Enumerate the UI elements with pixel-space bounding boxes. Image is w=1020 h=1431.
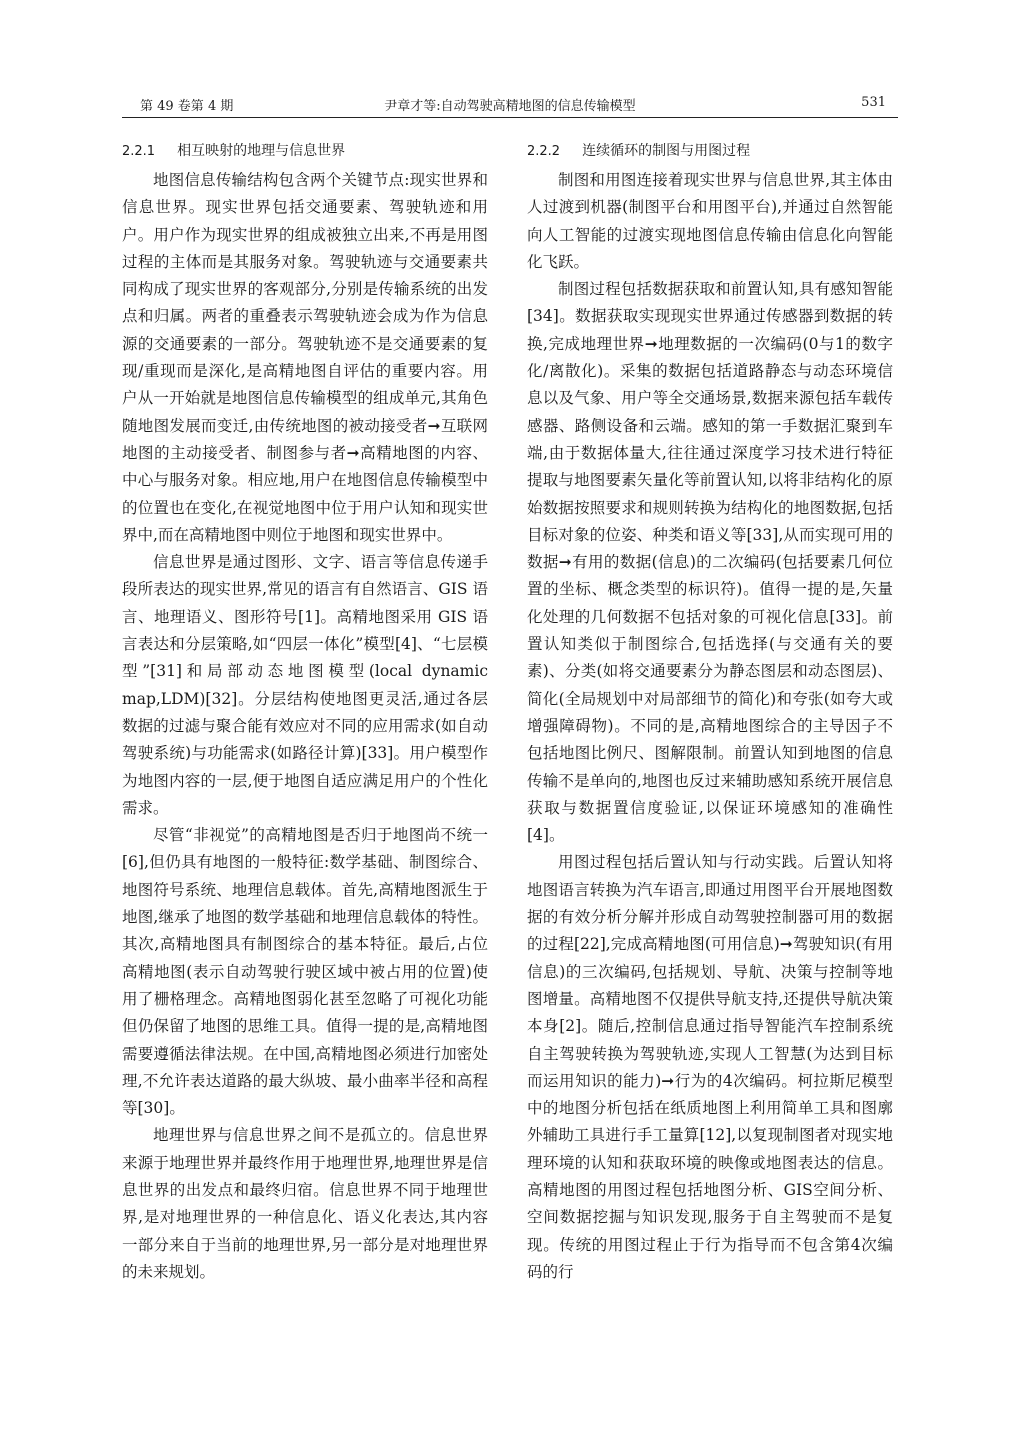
article-running-title: 尹章才等:自动驾驶高精地图的信息传输模型 xyxy=(384,99,636,114)
right-column xyxy=(527,140,893,1286)
section-number: 2.2.2 xyxy=(527,144,561,159)
section-heading-2-2-1 xyxy=(122,140,488,163)
paragraph: 尽管“非视觉”的高精地图是否归于地图尚不统一[6],但仍具有地图的一般特征:数学基础、制图综合、地图符号系统、地理信息载体。首先,高精地图派生于地图,继承了地图的数学基础和地理信息载体的特性。其次,高精地图具有制图综合的基本特征。最后,占位高精地图(表示自动驾驶行驶区域中被占用的位置)使用了栅格理念。高精地图弱化甚至忽略了可视化功能但仍保留了地图的思维工具。值得一提的是,高精地图需要遵循法律法规。在中国,高精地图必须进行加密处理,不允许表达道路的最大纵坡、最小曲率半径和高程等[30]。 xyxy=(122,826,488,1118)
paragraph: 地图信息传输结构包含两个关键节点:现实世界和信息世界。现实世界包括交通要素、驾驶轨迹和用户。用户作为现实世界的组成被独立出来,不再是用图过程的主体而是其服务对象。驾驶轨迹与交通要素共同构成了现实世界的客观部分,分别是传输系统的出发点和归属。两者的重叠表示驾驶轨迹会成为作为信息源的交通要素的一部分。驾驶轨迹不是交通要素的复现/重现而是深化,是高精地图自评估的重要内容。用户从一开始就是地图信息传输模型的组成单元,其角色随地图发展而变迁,由传统地图的被动接受者➞互联网地图的主动接受者、制图参与者➞高精地图的内容、中心与服务对象。相应地,用户在地图信息传输模型中的位置也在变化,在视觉地图中位于用户认知和现实世界中,而在高精地图中则位于地图和现实世界中。 xyxy=(122,171,488,544)
paragraph: 制图过程包括数据获取和前置认知,具有感知智能[34]。数据获取实现现实世界通过传感器到数据的转换,完成地理世界➞地理数据的一次编码(0与1的数字化/离散化)。采集的数据包括道路静态与动态环境信息以及气象、用户等全交通场景,数据来源包括车载传感器、路侧设备和云端。感知的第一手数据汇聚到车端,由于数据体量大,往往通过深度学习技术进行特征提取与地图要素矢量化等前置认知,以将非结构化的原始数据按照要求和规则转换为结构化的地图数据,包括目标对象的位姿、种类和语义等[33],从而实现可用的数据➞有用的数据(信息)的二次编码(包括要素几何位置的坐标、概念类型的标识符)。值得一提的是,矢量化处理的几何数据不包括对象的可视化信息[33]。前置认知类似于制图综合,包括选择(与交通有关的要素)、分类(如将交通要素分为静态图层和动态图层)、简化(全局规划中对局部细节的简化)和夸张(如夸大或增强障碍物)。不同的是,高精地图综合的主导因子不包括地图比例尺、图解限制。前置认知到地图的信息传输不是单向的,地图也反过来辅助感知系统开展信息获取与数据置信度验证,以保证环境感知的准确性[4]。 xyxy=(527,280,893,845)
page-number: 531 xyxy=(861,95,886,110)
paragraph: 信息世界是通过图形、文字、语言等信息传递手段所表达的现实世界,常见的语言有自然语言、GIS 语言、地理语义、图形符号[1]。高精地图采用 GIS 语言表达和分层策略,如“四层一体化”模型[4]、“七层模型”[31]和局部动态地图模型(local dynamic map,LDM)[32]。分层结构使地图更灵活,通过各层数据的过滤与聚合能有效应对不同的应用需求(如自动驾驶系统)与功能需求(如路径计算)[33]。用户模型作为地图内容的一层,便于地图自适应满足用户的个性化需求。 xyxy=(122,553,488,817)
section-heading-2-2-2 xyxy=(527,140,893,163)
section-number: 2.2.1 xyxy=(122,144,156,159)
paragraph: 制图和用图连接着现实世界与信息世界,其主体由人过渡到机器(制图平台和用图平台),并通过自然智能向人工智能的过渡实现地图信息传输由信息化向智能化飞跃。 xyxy=(527,171,893,271)
paragraph: 地理世界与信息世界之间不是孤立的。信息世界来源于地理世界并最终作用于地理世界,地理世界是信息世界的出发点和最终归宿。信息世界不同于地理世界,是对地理世界的一种信息化、语义化表达,其内容一部分来自于当前的地理世界,另一部分是对地理世界的未来规划。 xyxy=(122,1126,488,1281)
left-column xyxy=(122,140,488,1286)
section-title: 连续循环的制图与用图过程 xyxy=(582,143,751,159)
running-header xyxy=(122,93,898,118)
journal-volume-issue: 第 49 卷第 4 期 xyxy=(140,99,234,114)
section-title: 相互映射的地理与信息世界 xyxy=(177,143,346,159)
paragraph: 用图过程包括后置认知与行动实践。后置认知将地图语言转换为汽车语言,即通过用图平台开展地图数据的有效分析分解并形成自动驾驶控制器可用的数据的过程[22],完成高精地图(可用信息)➞驾驶知识(有用信息)的三次编码,包括规划、导航、决策与控制等地图增量。高精地图不仅提供导航支持,还提供导航决策本身[2]。随后,控制信息通过指导智能汽车控制系统自主驾驶转换为驾驶轨迹,实现人工智慧(为达到目标而运用知识的能力)➞行为的4次编码。柯拉斯尼模型中的地图分析包括在纸质地图上利用简单工具和图廓外辅助工具进行手工量算[12],以复现制图者对现实地理环境的认知和获取环境的映像或地图表达的信息。高精地图的用图过程包括地图分析、GIS空间分析、空间数据挖掘与知识发现,服务于自主驾驶而不是复现。传统的用图过程止于行为指导而不包含第4次编码的行 xyxy=(527,853,893,1281)
